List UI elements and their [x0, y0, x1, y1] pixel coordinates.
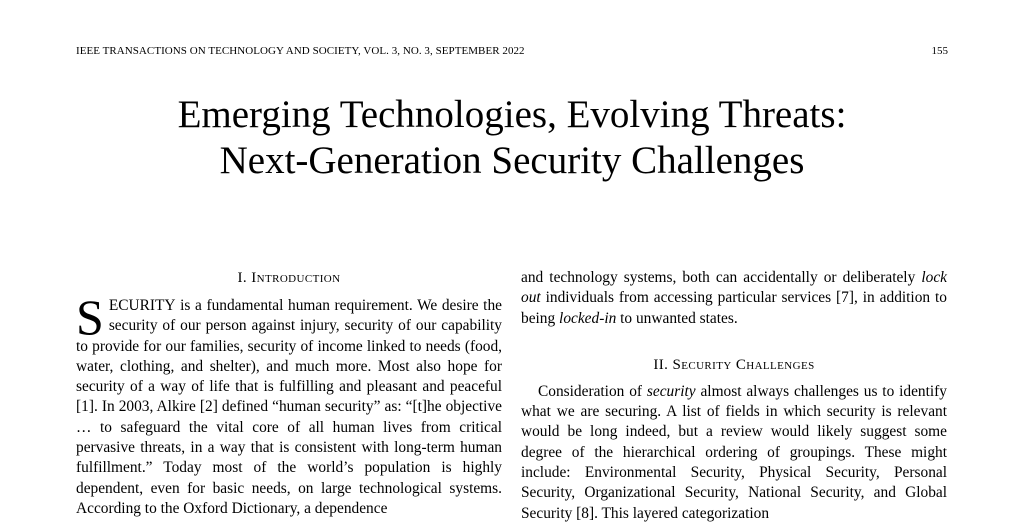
right-column	[521, 268, 947, 524]
intro-paragraph	[76, 289, 502, 519]
emphasis-locked-in: locked-in	[559, 309, 617, 327]
first-word: ECURITY	[108, 297, 176, 314]
section-heading-introduction: I. Introduction	[237, 270, 341, 286]
page-number: 155	[931, 45, 948, 57]
section-heading-security-challenges: II. Security Challenges	[653, 356, 815, 373]
paper-title	[0, 92, 1024, 184]
continued-text-2: individuals from accessing particular services [7], in addition to being	[521, 289, 947, 327]
continued-text-3: to unwanted states.	[616, 309, 738, 327]
security-challenges-paragraph	[521, 382, 947, 524]
drop-cap: S	[76, 289, 104, 345]
left-column	[76, 268, 502, 519]
emphasis-security: security	[646, 382, 696, 400]
title-line-1: Emerging Technologies, Evolving Threats:	[177, 93, 847, 136]
journal-header: IEEE TRANSACTIONS ON TECHNOLOGY AND SOCIETY, VOL. 3, NO. 3, SEPTEMBER 2022	[76, 45, 525, 57]
continued-text-1: and technology systems, both can accidentally or deliberately	[521, 269, 922, 286]
intro-text: is a fundamental human requirement. We desire the security of our person against injury, security of our capability to provide for our families, security of income linked to needs (food, water, clothing, and shelter), and much more. Most also hope for security of a way of life that is fulfilling and pleasant and peaceful [1]. In 2003, Alkire [2] defined “human security” as: “[t]he objective … to safeguard the vital core of all human lives from critical pervasive threats, in a way that is consistent with long-term human fulfillment.” Today most of the world’s population is highly dependent, even for basic needs, on large technological systems. According to the Oxford Dictionary, a dependence	[76, 297, 502, 517]
continued-paragraph	[521, 268, 947, 329]
emphasis-lock-out: lock out	[521, 269, 947, 307]
title-line-2: Next-Generation Security Challenges	[219, 139, 805, 182]
challenges-text-2: almost always challenges us to identify what we are securing. A list of fields in which security is relevant would be long indeed, but a review would likely suggest some degree of the hierarchical ordering of groupings. These might include: Environmental Security, Physical Security, Personal Security, Organizational Security, National Security, and Global Security [8]. This layered categorization	[521, 382, 947, 522]
challenges-text-1: Consideration of	[538, 382, 647, 400]
